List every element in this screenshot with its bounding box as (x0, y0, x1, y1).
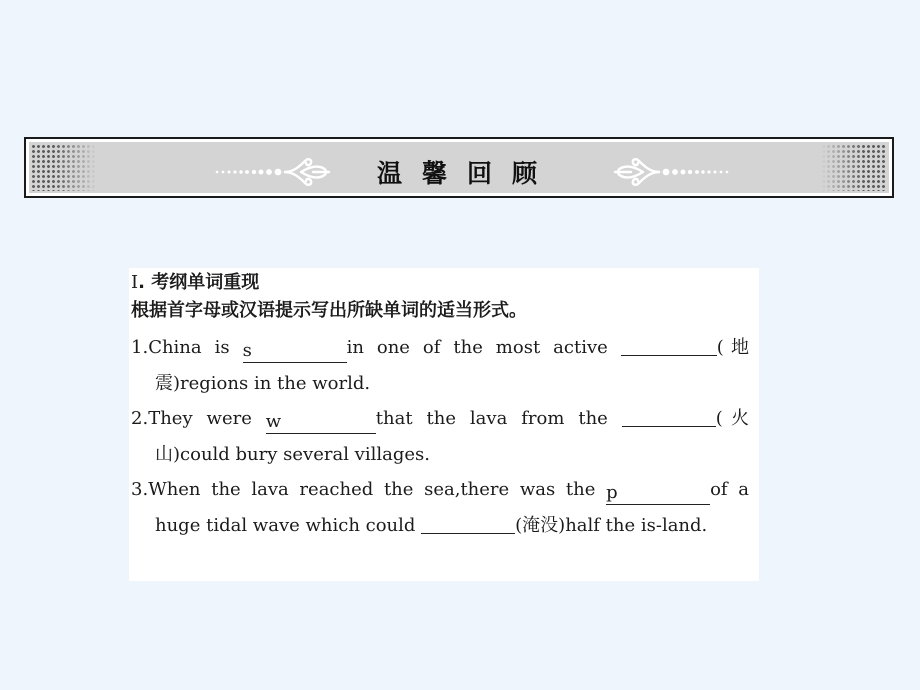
question-text: When the lava reached the sea,there was the (148, 479, 607, 500)
question-2 (131, 401, 749, 472)
answer-blank[interactable]: p (606, 482, 710, 505)
question-text: They were (148, 408, 266, 429)
question-text: of a huge tidal wave which could (155, 479, 750, 536)
question-3 (131, 472, 749, 543)
question-number: 3. (131, 479, 149, 500)
question-text: in one of the most active (346, 337, 621, 358)
answer-blank[interactable]: s (243, 340, 347, 363)
question-list (131, 330, 749, 543)
answer-blank[interactable] (622, 404, 716, 427)
question-number: 1. (131, 337, 149, 358)
question-text: China is (148, 337, 243, 358)
answer-blank[interactable] (621, 333, 717, 356)
section-title: . 考纲单词重现 (138, 272, 260, 293)
question-1 (131, 330, 749, 401)
exercise-card (129, 268, 759, 581)
section-numeral: Ⅰ (131, 272, 139, 293)
instruction-text: 根据首字母或汉语提示写出所缺单词的适当形式。 (131, 300, 527, 321)
banner-title: 温馨回顾 (376, 159, 557, 188)
question-text: (淹没)half the is-land. (515, 514, 708, 536)
section-banner (24, 137, 894, 198)
question-text: (地震)regions in the world. (155, 337, 749, 394)
banner-band (29, 142, 889, 193)
answer-blank[interactable] (421, 511, 515, 534)
flourish-right-icon (611, 155, 731, 187)
question-text: (火山)could bury several villages. (155, 408, 749, 465)
question-text: that the lava from the (375, 408, 622, 429)
question-number: 2. (131, 408, 149, 429)
answer-blank[interactable]: w (266, 411, 376, 434)
section-heading (131, 270, 749, 296)
